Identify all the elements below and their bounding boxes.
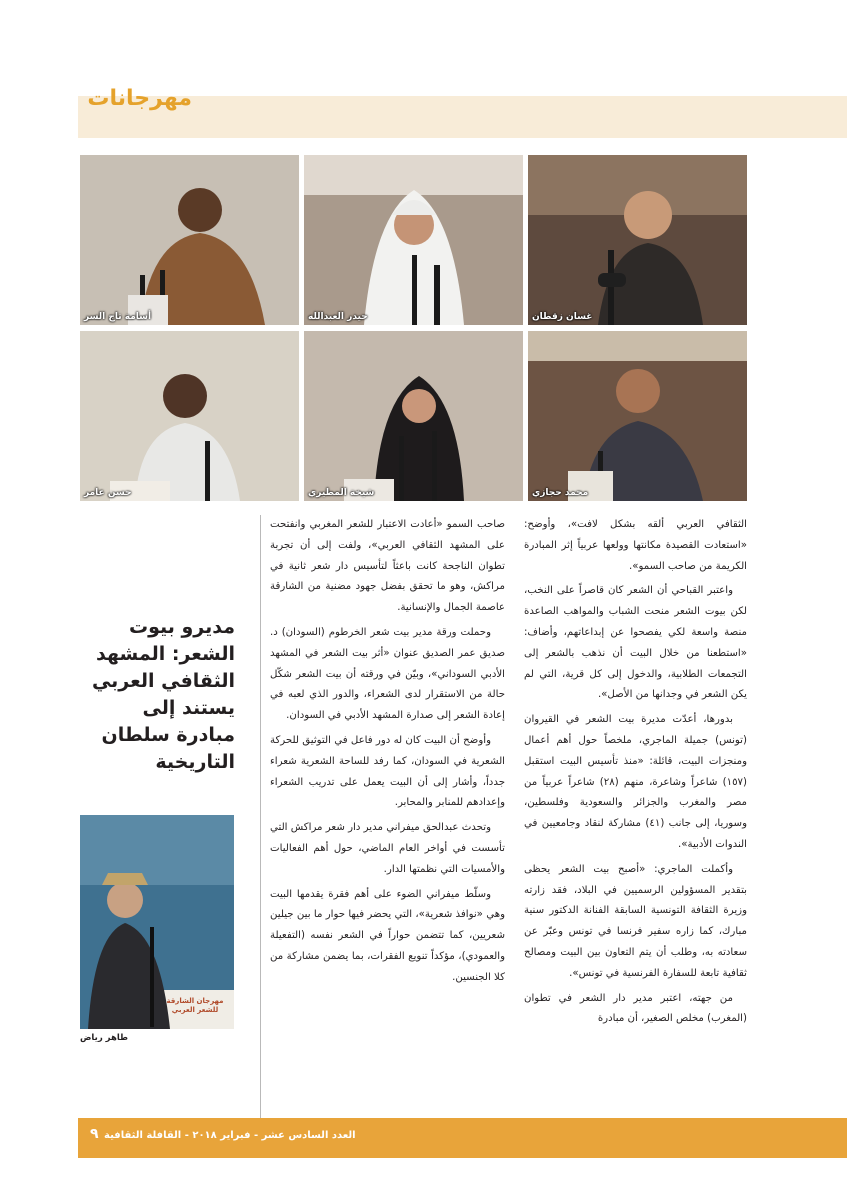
article-paragraph: صاحب السمو «أعادت الاعتبار للشعر المغربي وانفتحت على المشهد الثقافي العربي»، ولفت إلى أن تجربة تطوان الناجحة كانت باعثاً لتأسيس دار شعر ثانية في مراكش، وهو ما تحقق بفضل جهود مضنية من الشارقة عاصمة الجمال والإنسانية. [270,519,505,614]
photo-speaker-3 [80,155,299,325]
speaker-illustration-2 [304,155,523,325]
photo-caption: شيخة المطيري [308,488,375,498]
photo-caption: حيدر العبدالله [308,312,368,322]
side-photo [80,815,234,1029]
article-paragraph: واعتبر القباحي أن الشعر كان قاصراً على النخب، لكن بيوت الشعر منحت الشباب والمواهب الصاعدة منصة واسعة لكي يفصحوا عن إبداعاتهم، وأضاف: «استطعنا من خلال البيت أن نذهب بالشعر إلى التجمعات الطلابية، والدخول إلى كل قرية، التي لم يكن الشعر في وجدانها من الأصل». [524,585,747,701]
photo-speaker-1 [528,155,747,325]
side-photo-caption: طاهر رياض [80,1033,129,1043]
photo-speaker-4 [528,331,747,501]
photo-caption: محمد حجازي [532,488,589,498]
section-header-band [78,96,847,138]
photo-speaker-2 [304,155,523,325]
photo-caption: غسان زقطان [532,312,593,322]
page-number: ٩ [90,1126,99,1142]
pull-quote: مديرو بيوت الشعر: المشهد الثقافي العربي يستند إلى مبادرة سلطان التاريخية [91,616,235,773]
speaker-illustration-5 [304,331,523,501]
section-title: مهرجانات [87,86,192,111]
article-paragraph: وحملت ورقة مدير بيت شعر الخرطوم (السودان) د. صديق عمر الصديق عنوان «أثر بيت الشعر في المشهد الأدبي السوداني»، وبيّن في ورقته أن بيت الشعر شكّل حالة من الاستقرار لدى الشعراء، والدور الذي لعبه في إعادة الشعر إلى صدارة المشهد الأدبي في السودان. [270,626,505,722]
speaker-illustration-6 [80,331,299,501]
article-paragraph: بدورها، أعدّت مديرة بيت الشعر في القيروان (تونس) جميلة الماجري، ملخصاً حول أهم أعمال ومنجزات البيت، قائلة: «منذ تأسيس البيت استقبل (١٥٧) شاعراً وشاعرة، منهم (٢٨) شاعراً عربياً من مصر والمغرب والجزائر والسعودية وفلسطين، وسوريا، إلى جانب (٤١) مشاركة لنقاد وجامعيين في الندوات الأدبية». [524,714,747,850]
photo-caption: حسن عامر [84,488,132,498]
article-paragraph: الثقافي العربي ألقه بشكل لافت»، وأوضح: «استعادت القصيدة مكانتها وولعها عربياً إثر المبادرة الكريمة من صاحب السمو». [524,519,747,572]
article-paragraph: وسلّط ميفراني الضوء على أهم فقرة يقدمها البيت وهي «نوافذ شعرية»، التي يحضر فيها حوار ما بين جيلين شعريين، كما تتضمن حواراً في الشعر نفسه (التفعيلة والعمودي)، مؤكداً تنويع الفقرات، بما يضمن مشاركة من كلا الجنسين. [270,888,505,983]
footer-issue-text: العدد السادس عشر - فبراير ٢٠١٨ - القافلة الثقافية [104,1130,356,1141]
article-paragraph: وأكملت الماجري: «أصبح بيت الشعر يحظى بتقدير المسؤولين الرسميين في البلاد، فقد زارته وزيرة الثقافة التونسية السابقة الفنانة الدكتور سنية مبارك، كما زاره سفير فرنسا في تونس وعبّر عن سعادته به، وطلب أن يتم التعاون بين البيت ومصالح ثقافية تابعة للسفارة الفرنسية في تونس». [524,863,747,979]
column-divider [260,515,261,1140]
article-paragraph: من جهته، اعتبر مدير دار الشعر في تطوان (المغرب) مخلص الصغير، أن مبادرة [524,992,747,1025]
article-paragraph: وأوضح أن البيت كان له دور فاعل في التوثيق للحركة الشعرية في السودان، كما رفد للساحة الشعرية شعراء جدداً، وأشار إلى أن البيت يعمل على تدريب الشعراء وإعدادهم للمنابر والمحابر. [270,734,505,809]
article-paragraph: وتحدث عبدالحق ميفراني مدير دار شعر مراكش التي تأسست في أواخر العام الماضي، حول أهم الفعاليات والأمسيات التي نظمتها الدار. [270,822,505,875]
speaker-illustration-1 [528,155,747,325]
article-column-right [524,515,747,1120]
speaker-illustration-3 [80,155,299,325]
photo-speaker-6 [80,331,299,501]
side-photo-banner: مهرجان الشارقة للشعر العربي [166,997,224,1014]
speaker-illustration-4 [528,331,747,501]
article-column-middle [270,515,505,1120]
photo-caption: أسامة تاج السر [84,312,152,322]
photo-speaker-5 [304,331,523,501]
